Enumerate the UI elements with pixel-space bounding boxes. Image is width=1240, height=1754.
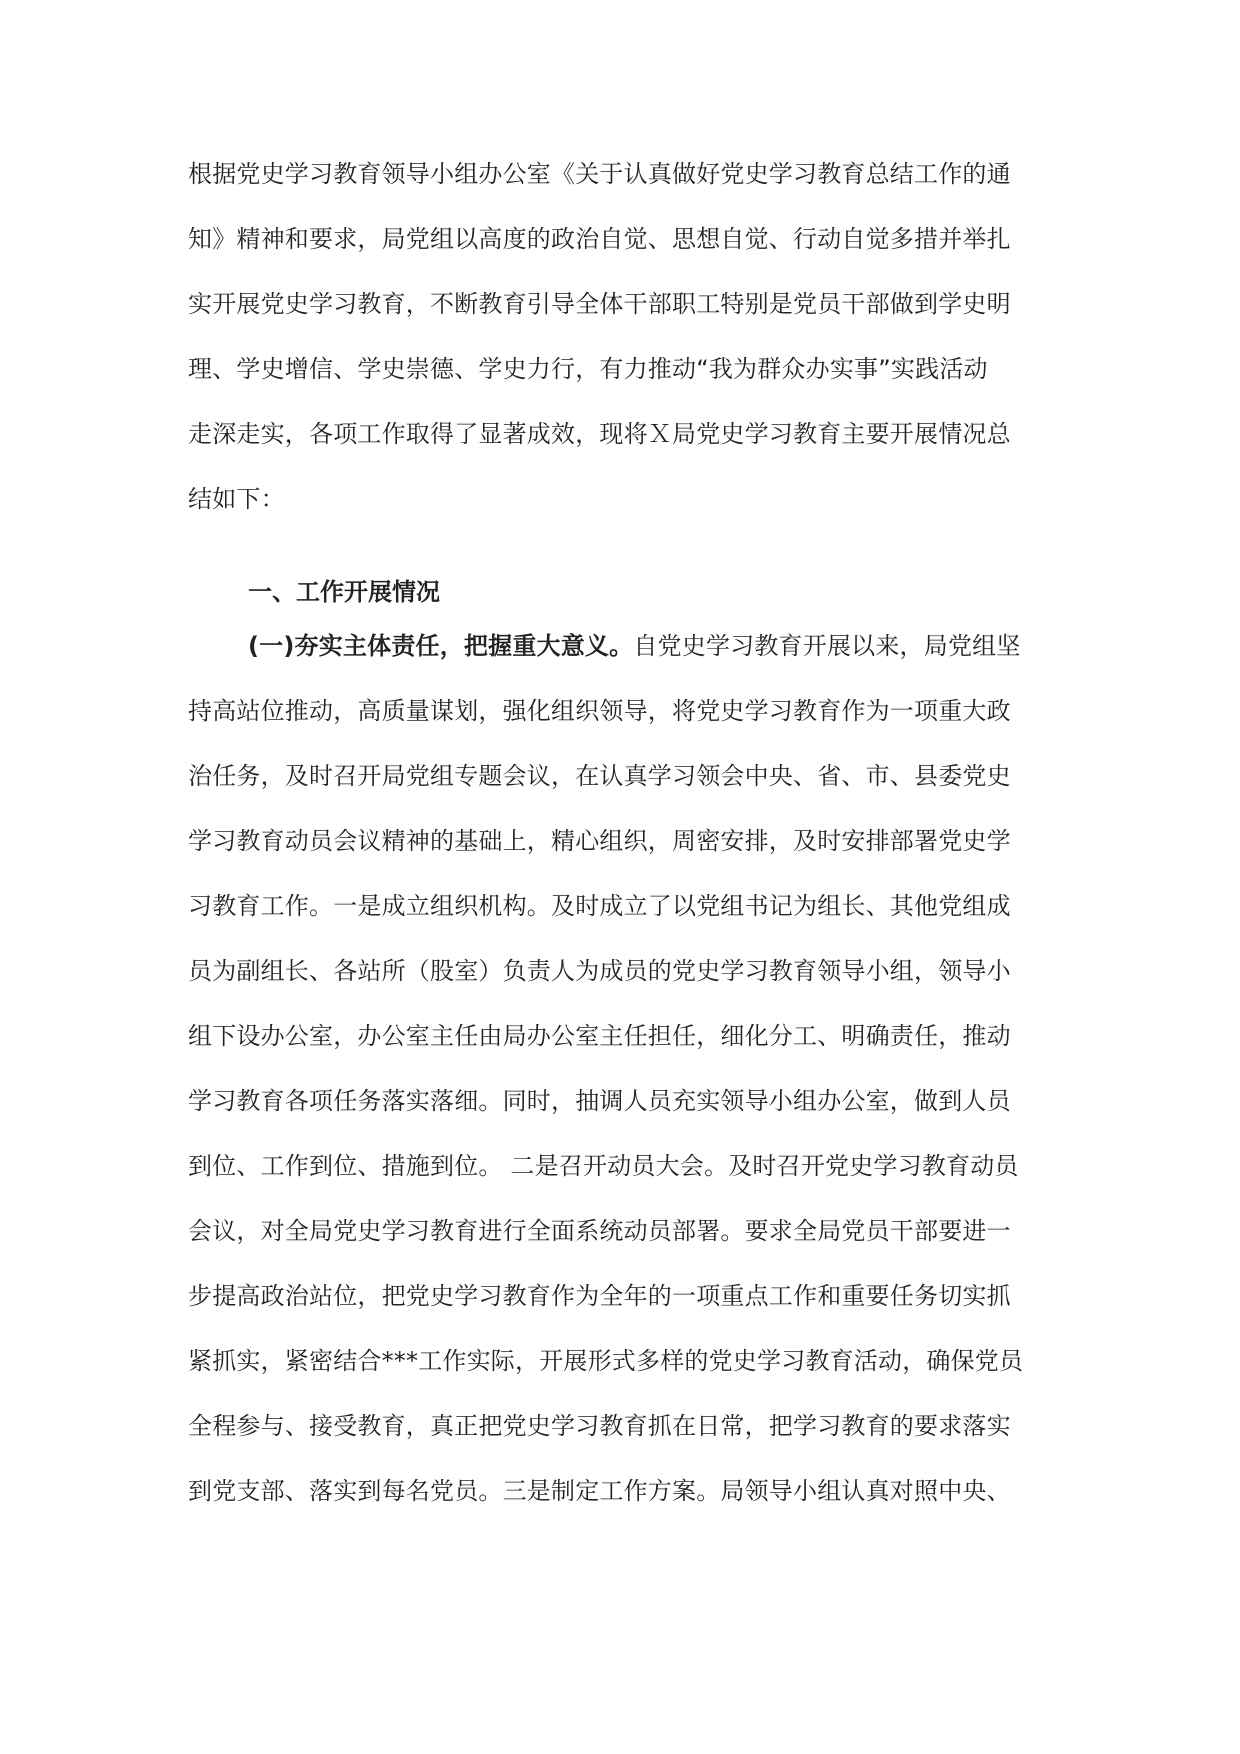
- body-line: 组下设办公室，办公室主任由局办公室主任担任，细化分工、明确责任，推动: [188, 1022, 1011, 1050]
- section1-first-line: [188, 614, 1056, 679]
- intro-line: 根据党史学习教育领导小组办公室《关于认真做好党史学习教育总结工作的通: [188, 160, 1011, 188]
- subsection-text: 自党史学习教育开展以来，局党组坚: [633, 632, 1021, 660]
- subsection-title: (一)夯实主体责任，把握重大意义。: [248, 632, 634, 660]
- body-line: 步提高政治站位，把党史学习教育作为全年的一项重点工作和重要任务切实抓: [188, 1282, 1011, 1310]
- section1-paragraph: [188, 614, 1056, 1524]
- body-line: 全程参与、接受教育，真正把党史学习教育抓在日常，把学习教育的要求落实: [188, 1412, 1011, 1440]
- section-heading: 一、工作开展情况: [248, 578, 440, 606]
- body-line: 到位、工作到位、措施到位。 二是召开动员大会。及时召开党史学习教育动员: [188, 1152, 1019, 1180]
- body-line: 学习教育各项任务落实落细。同时，抽调人员充实领导小组办公室，做到人员: [188, 1087, 1011, 1115]
- body-line: 学习教育动员会议精神的基础上，精心组织，周密安排，及时安排部署党史学: [188, 827, 1011, 855]
- body-line: 会议，对全局党史学习教育进行全面系统动员部署。要求全局党员干部要进一: [188, 1217, 1011, 1245]
- body-line: 紧抓实，紧密结合***工作实际，开展形式多样的党史学习教育活动，确保党员: [188, 1347, 1024, 1375]
- intro-line: 知》精神和要求，局党组以高度的政治自觉、思想自觉、行动自觉多措并举扎: [188, 225, 1011, 253]
- body-line: 习教育工作。一是成立组织机构。及时成立了以党组书记为组长、其他党组成: [188, 892, 1011, 920]
- intro-line: 实开展党史学习教育，不断教育引导全体干部职工特别是党员干部做到学史明: [188, 290, 1011, 318]
- intro-line: 走深走实，各项工作取得了显著成效，现将Ｘ局党史学习教育主要开展情况总: [188, 420, 1011, 448]
- body-line: 员为副组长、各站所（股室）负责人为成员的党史学习教育领导小组，领导小: [188, 957, 1011, 985]
- body-line: 到党支部、落实到每名党员。三是制定工作方案。局领导小组认真对照中央、: [188, 1477, 1011, 1505]
- body-line: 持高站位推动，高质量谋划，强化组织领导，将党史学习教育作为一项重大政: [188, 697, 1011, 725]
- body-line: 治任务，及时召开局党组专题会议，在认真学习领会中央、省、市、县委党史: [188, 762, 1011, 790]
- intro-line: 理、学史增信、学史崇德、学史力行，有力推动“我为群众办实事”实践活动: [188, 355, 988, 383]
- intro-line: 结如下：: [188, 485, 285, 513]
- intro-paragraph: [188, 142, 1056, 532]
